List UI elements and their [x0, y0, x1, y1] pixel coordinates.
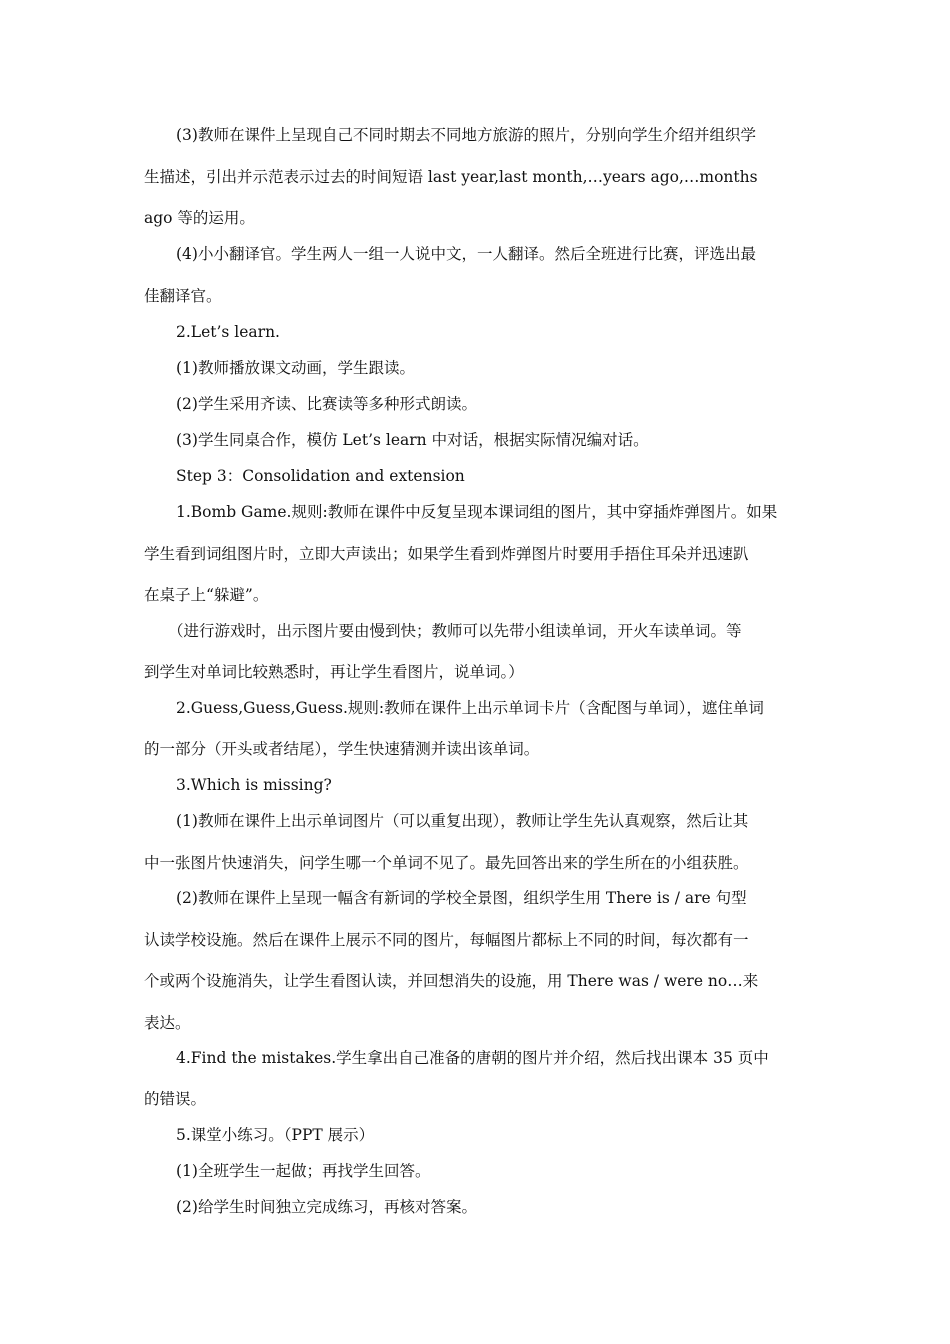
paragraph-line: 认读学校设施。然后在课件上展示不同的图片，每幅图片都标上不同的时间，每次都有一	[144, 931, 749, 949]
paragraph-line: (3)教师在课件上呈现自己不同时期去不同地方旅游的照片，分别向学生介绍并组织学	[176, 126, 756, 144]
paragraph-line: (4)小小翻译官。学生两人一组一人说中文，一人翻译。然后全班进行比赛，评选出最	[176, 245, 756, 263]
paragraph-line: (3)学生同桌合作，模仿 Let’s learn 中对话，根据实际情况编对话。	[176, 431, 649, 449]
paragraph-line: 2.Let’s learn.	[176, 323, 280, 341]
paragraph-line: （进行游戏时，出示图片要由慢到快；教师可以先带小组读单词，开火车读单词。等	[168, 622, 742, 640]
paragraph-line: (2)教师在课件上呈现一幅含有新词的学校全景图，组织学生用 There is / are 句型	[176, 889, 747, 907]
paragraph-line: 的错误。	[144, 1090, 207, 1108]
paragraph-line: 5.课堂小练习。（PPT 展示）	[176, 1126, 375, 1144]
paragraph-line: (2)学生采用齐读、比赛读等多种形式朗读。	[176, 395, 477, 413]
paragraph-line: 个或两个设施消失，让学生看图认读，并回想消失的设施，用 There was / were no…来	[144, 972, 759, 990]
section-heading: Step 3：Consolidation and extension	[176, 467, 465, 485]
paragraph-line: (1)全班学生一起做；再找学生回答。	[176, 1162, 431, 1180]
paragraph-line: 1.Bomb Game.规则:教师在课件中反复呈现本课词组的图片，其中穿插炸弹图片。如果	[176, 503, 778, 521]
paragraph-line: 在桌子上“躲避”。	[144, 586, 269, 604]
paragraph-line: 学生看到词组图片时，立即大声读出；如果学生看到炸弹图片时要用手捂住耳朵并迅速趴	[144, 545, 749, 563]
paragraph-line: 的一部分（开头或者结尾），学生快速猜测并读出该单词。	[144, 740, 540, 758]
paragraph-line: 2.Guess,Guess,Guess.规则:教师在课件上出示单词卡片（含配图与单词），遮住单词	[176, 699, 764, 717]
paragraph-line: 表达。	[144, 1014, 191, 1032]
paragraph-line: 4.Find the mistakes.学生拿出自己准备的唐朝的图片并介绍，然后找出课本 35 页中	[176, 1049, 769, 1067]
paragraph-line: (1)教师播放课文动画，学生跟读。	[176, 359, 415, 377]
paragraph-line: 佳翻译官。	[144, 287, 222, 305]
paragraph-line: (1)教师在课件上出示单词图片（可以重复出现），教师让学生先认真观察，然后让其	[176, 812, 749, 830]
paragraph-line: 中一张图片快速消失，问学生哪一个单词不见了。最先回答出来的学生所在的小组获胜。	[144, 854, 749, 872]
paragraph-line: ago 等的运用。	[144, 209, 255, 227]
paragraph-line: 生描述，引出并示范表示过去的时间短语 last year,last month,…years ago,…months	[144, 168, 758, 186]
paragraph-line: 到学生对单词比较熟悉时，再让学生看图片，说单词。）	[144, 663, 524, 681]
paragraph-line: (2)给学生时间独立完成练习，再核对答案。	[176, 1198, 477, 1216]
paragraph-line: 3.Which is missing?	[176, 776, 332, 794]
